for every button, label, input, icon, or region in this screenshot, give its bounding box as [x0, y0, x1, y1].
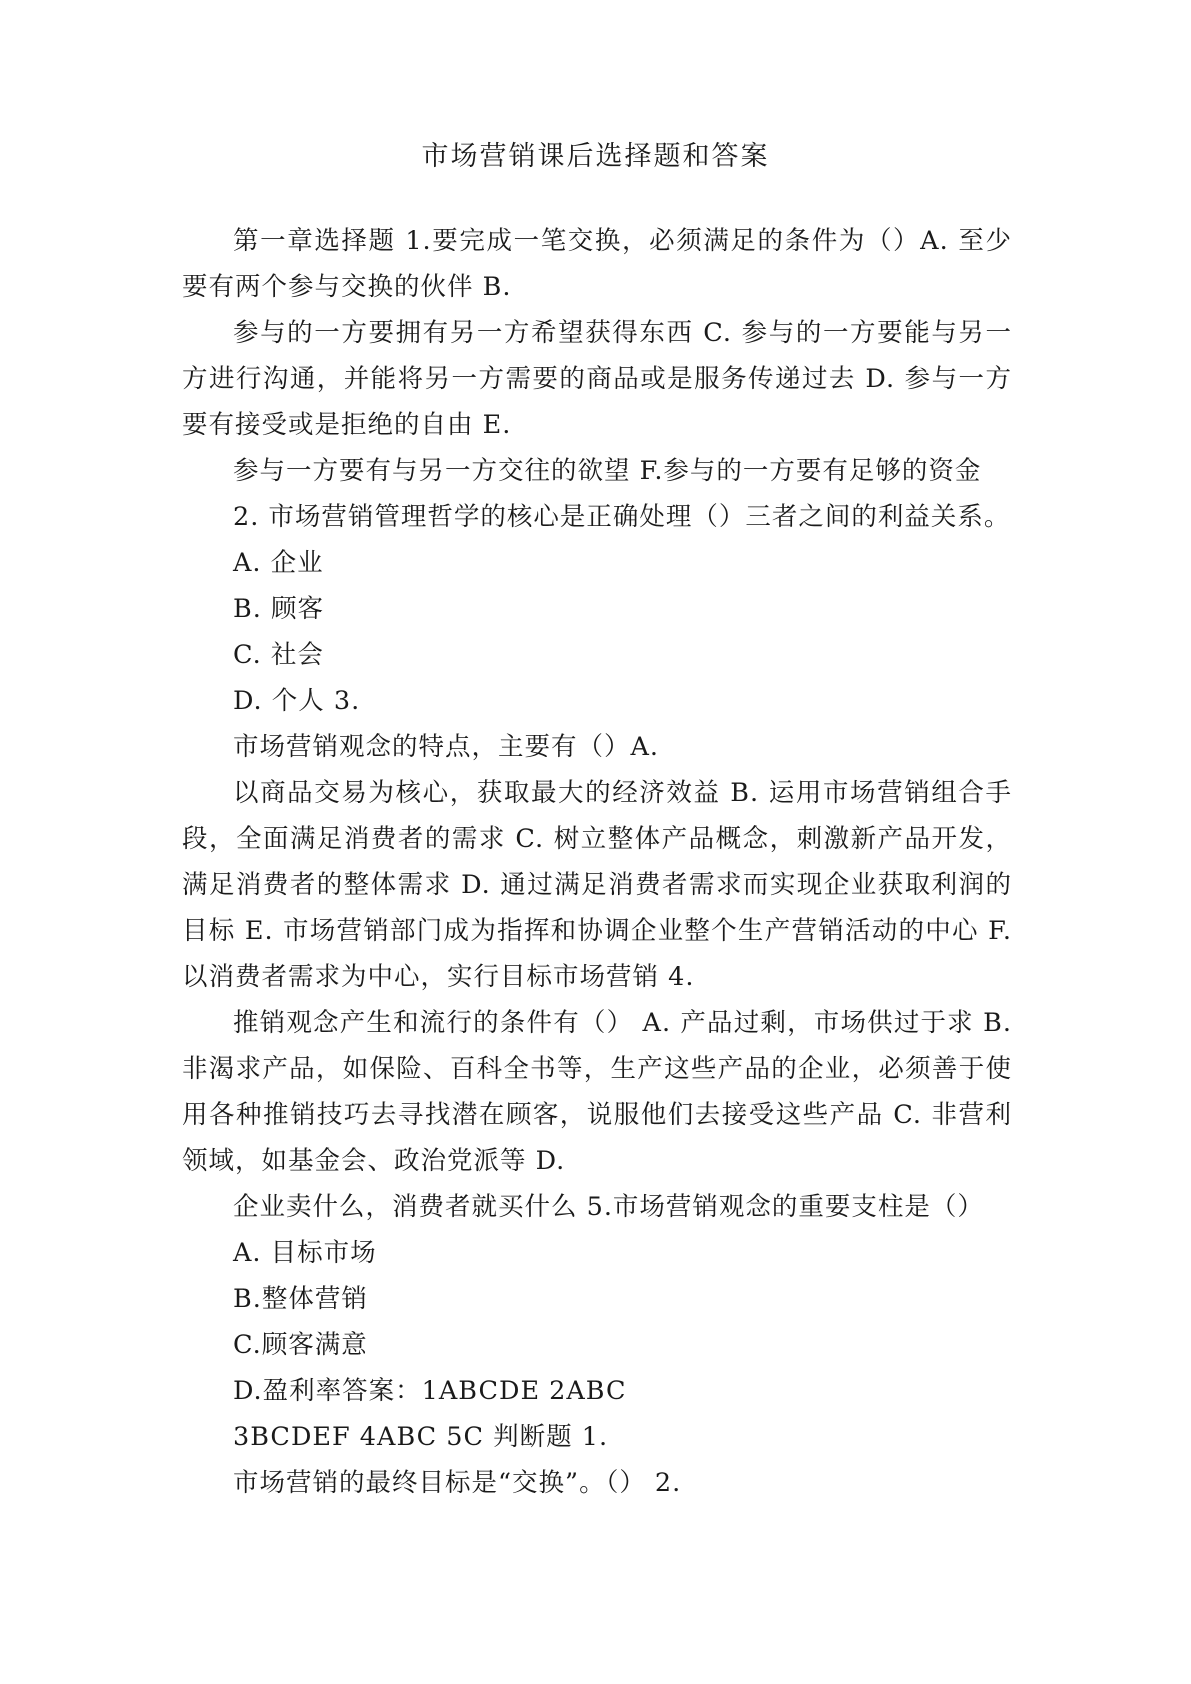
- paragraph-q2-option-d: D. 个人 3.: [233, 686, 361, 716]
- paragraph-q4-options: 推销观念产生和流行的条件有（） A. 产品过剩，市场供过于求 B. 非渴求产品，如保险、百科全书等，生产这些产品的企业，必须善于使用各种推销技巧去寻找潜在顾客，说服他们去接受这些产品 C. 非营利领域，如基金会、政治党派等 D.: [182, 1008, 1012, 1176]
- paragraph-q5-question: 企业卖什么，消费者就买什么 5.市场营销观念的重要支柱是（）: [233, 1192, 984, 1222]
- paragraph-q2-question: 2. 市场营销管理哲学的核心是正确处理（）三者之间的利益关系。: [233, 502, 1011, 532]
- paragraph-q5-option-b: B.整体营销: [233, 1284, 368, 1314]
- paragraph-q2-option-a: A. 企业: [233, 548, 324, 578]
- paragraph-q5-option-a: A. 目标市场: [233, 1238, 377, 1268]
- paragraph-answers-1: D.盈利率答案：1ABCDE 2ABC: [233, 1376, 627, 1406]
- paragraph-q1-options-ef: 参与一方要有与另一方交往的欲望 F.参与的一方要有足够的资金: [233, 456, 982, 486]
- document-title: 市场营销课后选择题和答案: [421, 141, 770, 172]
- paragraph-answers-2: 3BCDEF 4ABC 5C 判断题 1.: [233, 1422, 609, 1452]
- paragraph-q3-question: 市场营销观念的特点，主要有（）A.: [233, 732, 660, 762]
- paragraph-q2-option-b: B. 顾客: [233, 594, 324, 624]
- document-body: [182, 218, 1012, 1506]
- paragraph-q1-intro: 第一章选择题 1.要完成一笔交换，必须满足的条件为（）A. 至少要有两个参与交换的伙伴 B.: [182, 226, 1012, 302]
- paragraph-q5-option-c: C.顾客满意: [233, 1330, 368, 1360]
- paragraph-judgment-1: 市场营销的最终目标是“交换”。（） 2.: [233, 1468, 682, 1498]
- paragraph-q1-options-bcd: 参与的一方要拥有另一方希望获得东西 C. 参与的一方要能与另一方进行沟通，并能将另一方需要的商品或是服务传递过去 D. 参与一方要有接受或是拒绝的自由 E.: [182, 318, 1012, 440]
- paragraph-q2-option-c: C. 社会: [233, 640, 324, 670]
- paragraph-q3-options: 以商品交易为核心，获取最大的经济效益 B. 运用市场营销组合手段，全面满足消费者的需求 C. 树立整体产品概念，刺激新产品开发，满足消费者的整体需求 D. 通过满足消费者需求而实现企业获取利润的目标 E. 市场营销部门成为指挥和协调企业整个生产营销活动的中心 F. 以消费者需求为中心，实行目标市场营销 4.: [182, 778, 1012, 992]
